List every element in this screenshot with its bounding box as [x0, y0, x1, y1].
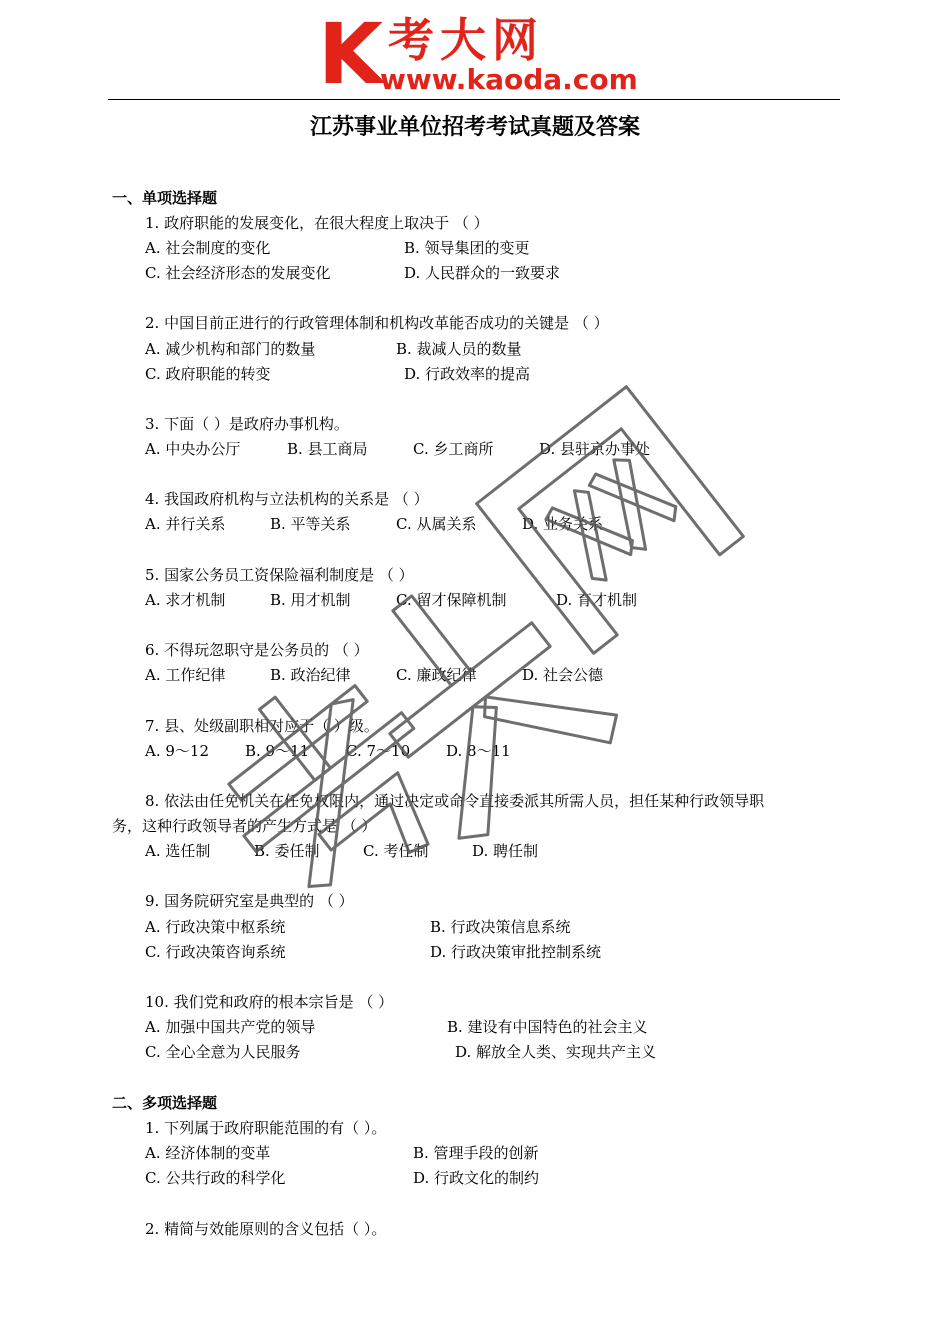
q8-option-c: C. 考任制 [363, 842, 429, 860]
q7-option-c: C. 7～10 [346, 742, 411, 760]
q7-option-d: D. 8～11 [446, 742, 511, 760]
q2-option-c: C. 政府职能的转变 [145, 365, 271, 383]
q10-option-d: D. 解放全人类、实现共产主义 [455, 1043, 657, 1061]
q4-option-a: A. 并行关系 [145, 515, 226, 533]
mq2-stem: 2. 精简与效能原则的含义包括（ ）。 [145, 1220, 387, 1238]
mq1-option-d: D. 行政文化的制约 [413, 1169, 540, 1187]
q2-stem: 2. 中国目前正进行的行政管理体制和机构改革能否成功的关键是 （ ） [145, 314, 609, 332]
q9-option-b: B. 行政决策信息系统 [430, 918, 571, 936]
logo-brand-text: 考大网 [388, 13, 544, 67]
q5-option-d: D. 育才机制 [556, 591, 638, 609]
q10-option-c: C. 全心全意为人民服务 [145, 1043, 301, 1061]
q3-stem: 3. 下面（ ）是政府办事机构。 [145, 415, 349, 433]
q10-option-a: A. 加强中国共产党的领导 [145, 1018, 316, 1036]
q8-option-b: B. 委任制 [254, 842, 320, 860]
q8-option-d: D. 聘任制 [472, 842, 539, 860]
header-rule [108, 99, 840, 100]
q4-option-b: B. 平等关系 [270, 515, 351, 533]
q3-option-b: B. 县工商局 [287, 440, 368, 458]
mq1-stem: 1. 下列属于政府职能范围的有（ ）。 [145, 1119, 387, 1137]
q7-option-b: B. 9～11 [245, 742, 310, 760]
q9-option-d: D. 行政决策审批控制系统 [430, 943, 602, 961]
q5-option-a: A. 求才机制 [145, 591, 226, 609]
kaoda-logo [318, 5, 648, 103]
q8-stem-continued: 务，这种行政领导者的产生方式是 （ ） [112, 817, 377, 835]
section-heading-single-choice: 一、单项选择题 [112, 189, 218, 207]
q5-stem: 5. 国家公务员工资保险福利制度是 （ ） [145, 566, 414, 584]
q6-option-a: A. 工作纪律 [145, 666, 226, 684]
section-heading-multiple-choice: 二、多项选择题 [112, 1094, 218, 1112]
q4-stem: 4. 我国政府机构与立法机构的关系是 （ ） [145, 490, 429, 508]
q10-option-b: B. 建设有中国特色的社会主义 [447, 1018, 648, 1036]
q1-stem: 1. 政府职能的发展变化，在很大程度上取决于 （ ） [145, 214, 489, 232]
q7-stem: 7. 县、处级副职相对应于（ ）级。 [145, 717, 379, 735]
q3-option-c: C. 乡工商所 [413, 440, 494, 458]
q6-stem: 6. 不得玩忽职守是公务员的 （ ） [145, 641, 369, 659]
q8-stem: 8. 依法由任免机关在任免权限内，通过决定或命令直接委派其所需人员，担任某种行政领导职 [145, 792, 765, 810]
q6-option-c: C. 廉政纪律 [396, 666, 477, 684]
q3-option-d: D. 县驻京办事处 [539, 440, 651, 458]
mq1-option-c: C. 公共行政的科学化 [145, 1169, 286, 1187]
q7-option-a: A. 9～12 [145, 742, 209, 760]
q5-option-c: C. 留才保障机制 [396, 591, 507, 609]
q2-option-a: A. 减少机构和部门的数量 [145, 340, 316, 358]
q1-option-d: D. 人民群众的一致要求 [404, 264, 561, 282]
q1-option-a: A. 社会制度的变化 [145, 239, 271, 257]
q9-stem: 9. 国务院研究室是典型的 （ ） [145, 892, 354, 910]
q9-option-c: C. 行政决策咨询系统 [145, 943, 286, 961]
logo-k-letter: K [318, 5, 382, 103]
q1-option-b: B. 领导集团的变更 [404, 239, 530, 257]
q6-option-d: D. 社会公德 [522, 666, 604, 684]
q5-option-b: B. 用才机制 [270, 591, 351, 609]
q2-option-b: B. 裁减人员的数量 [396, 340, 522, 358]
q10-stem: 10. 我们党和政府的根本宗旨是 （ ） [145, 993, 394, 1011]
q3-option-a: A. 中央办公厅 [145, 440, 241, 458]
watermark-wang-glyph [477, 387, 744, 654]
q9-option-a: A. 行政决策中枢系统 [145, 918, 286, 936]
q4-option-d: D. 业务关系 [522, 515, 604, 533]
watermark-kao-glyph [188, 642, 475, 931]
q6-option-b: B. 政治纪律 [270, 666, 351, 684]
q1-option-c: C. 社会经济形态的发展变化 [145, 264, 331, 282]
q4-option-c: C. 从属关系 [396, 515, 477, 533]
page-title: 江苏事业单位招考考试真题及答案 [309, 114, 640, 140]
mq1-option-b: B. 管理手段的创新 [413, 1144, 539, 1162]
q8-option-a: A. 选任制 [145, 842, 211, 860]
mq1-option-a: A. 经济体制的变革 [145, 1144, 271, 1162]
q2-option-d: D. 行政效率的提高 [404, 365, 531, 383]
logo-url: www.kaoda.com [380, 63, 638, 96]
